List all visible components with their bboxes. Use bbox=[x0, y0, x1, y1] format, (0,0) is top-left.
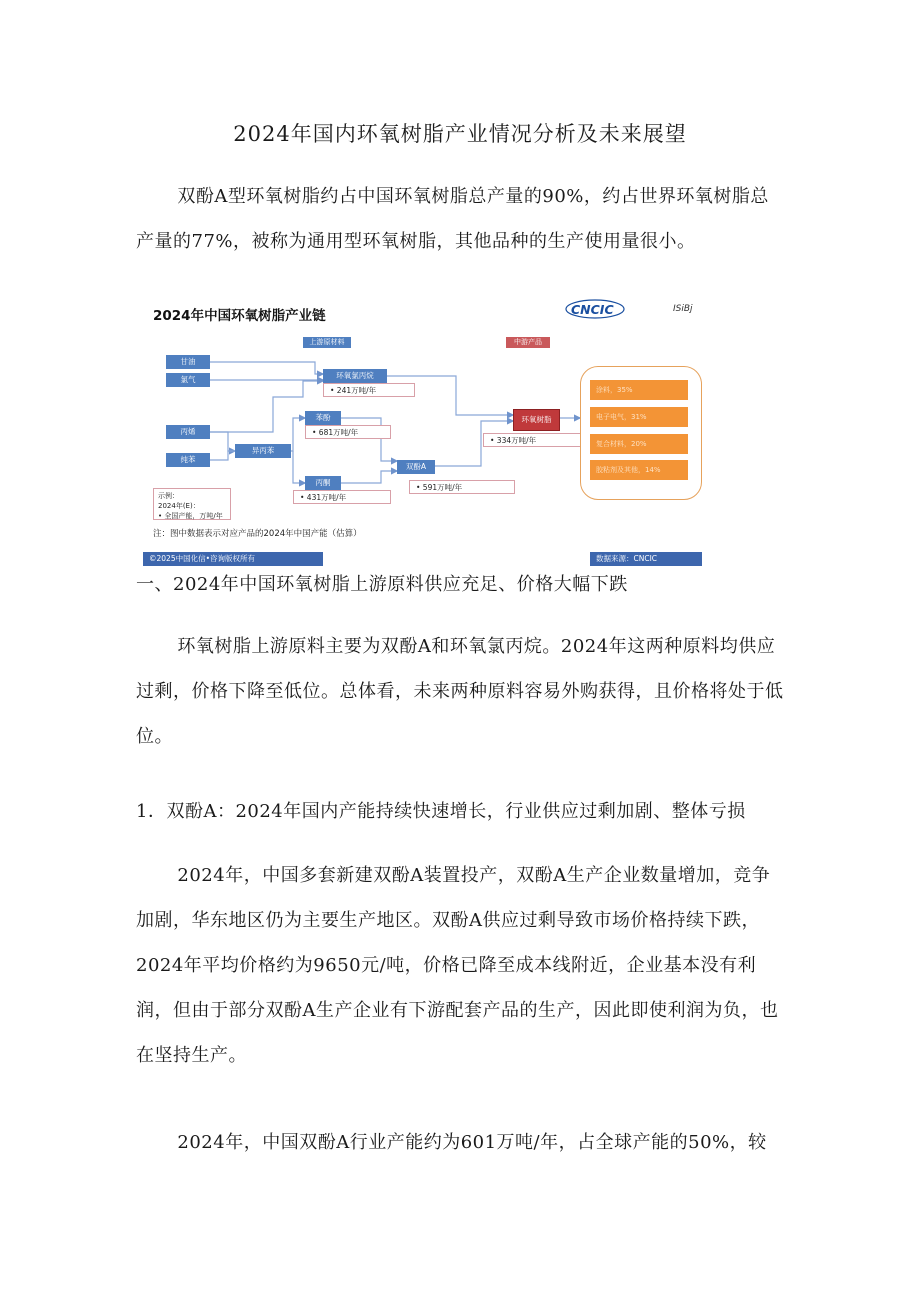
cncic-logo-text: CNCIC bbox=[571, 302, 614, 317]
cap-resin: • 334万吨/年 bbox=[483, 433, 583, 447]
legend-line: 2024年(E)： bbox=[158, 502, 200, 510]
section-heading-1: 一、2024年中国环氧树脂上游原料供应充足、价格大幅下跌 bbox=[136, 574, 628, 595]
figure-note: 注：图中数据表示对应产品的2024年中国产能（估算） bbox=[153, 529, 362, 539]
page-title: 2024年国内环氧树脂产业情况分析及未来展望 bbox=[233, 122, 687, 146]
legend-line: 示例： bbox=[158, 492, 179, 500]
figure-title: 2024年中国环氧树脂产业链 bbox=[153, 308, 326, 324]
paragraph-1: 环氧树脂上游原料主要为双酚A和环氧氯丙烷。2024年这两种原料均供应过剩，价格下降至低位。总体看，未来两种原料容易外购获得，且价格将处于低位。 bbox=[136, 636, 784, 747]
app-item: 复合材料，20% bbox=[590, 434, 688, 454]
figure-legend bbox=[153, 488, 231, 520]
app-item: 电子电气，31% bbox=[590, 407, 688, 427]
upstream-label: 上游原材料 bbox=[303, 337, 351, 348]
node-lvqi: 氯气 bbox=[166, 373, 210, 387]
node-bingxi: 丙烯 bbox=[166, 425, 210, 439]
industry-chain-figure bbox=[143, 290, 708, 566]
paragraph-2: 2024年，中国多套新建双酚A装置投产，双酚A生产企业数量增加，竞争加剧，华东地区仍为主要生产地区。双酚A供应过剩导致市场价格持续下跌，2024年平均价格约为9650元/吨，价格已降至成本线附近，企业基本没有利润，但由于部分双酚A生产企业有下游配套产品的生产，因此即使利润为负，也在坚持生产。 bbox=[136, 865, 779, 1066]
cap-shuangfen: • 591万吨/年 bbox=[409, 480, 515, 494]
node-ecb: 环氧氯丙烷 bbox=[323, 369, 387, 383]
app-item: 胶粘剂及其他，14% bbox=[590, 460, 688, 480]
source-bar: 数据来源：CNCIC bbox=[590, 552, 702, 566]
node-bingtong: 丙酮 bbox=[305, 476, 341, 490]
node-chunben: 纯苯 bbox=[166, 453, 210, 467]
legend-line: • 全国产能，万吨/年 bbox=[158, 512, 223, 520]
node-ganyou: 甘油 bbox=[166, 355, 210, 369]
copyright-bar: ©2025中国化信•咨询版权所有 bbox=[143, 552, 323, 566]
node-shuangfen: 双酚A bbox=[397, 460, 435, 474]
isibj-logo: ISiBj bbox=[673, 304, 693, 314]
node-yibingben: 异丙苯 bbox=[235, 444, 291, 458]
paragraph-3: 2024年，中国双酚A行业产能约为601万吨/年，占全球产能的50%，较 bbox=[177, 1132, 767, 1153]
midstream-label: 中游产品 bbox=[506, 337, 550, 348]
app-item: 涂料，35% bbox=[590, 380, 688, 400]
subsection-heading-1: 1．双酚A：2024年国内产能持续快速增长，行业供应过剩加剧、整体亏损 bbox=[136, 801, 746, 822]
cap-ecb: • 241万吨/年 bbox=[323, 383, 415, 397]
cap-bingtong: • 431万吨/年 bbox=[293, 490, 391, 504]
node-benfen: 苯酚 bbox=[305, 411, 341, 425]
cap-benfen: • 681万吨/年 bbox=[305, 425, 391, 439]
intro-paragraph: 双酚A型环氧树脂约占中国环氧树脂总产量的90%，约占世界环氧树脂总产量的77%，被称为通用型环氧树脂，其他品种的生产使用量很小。 bbox=[136, 186, 769, 252]
node-resin: 环氧树脂 bbox=[513, 409, 560, 431]
